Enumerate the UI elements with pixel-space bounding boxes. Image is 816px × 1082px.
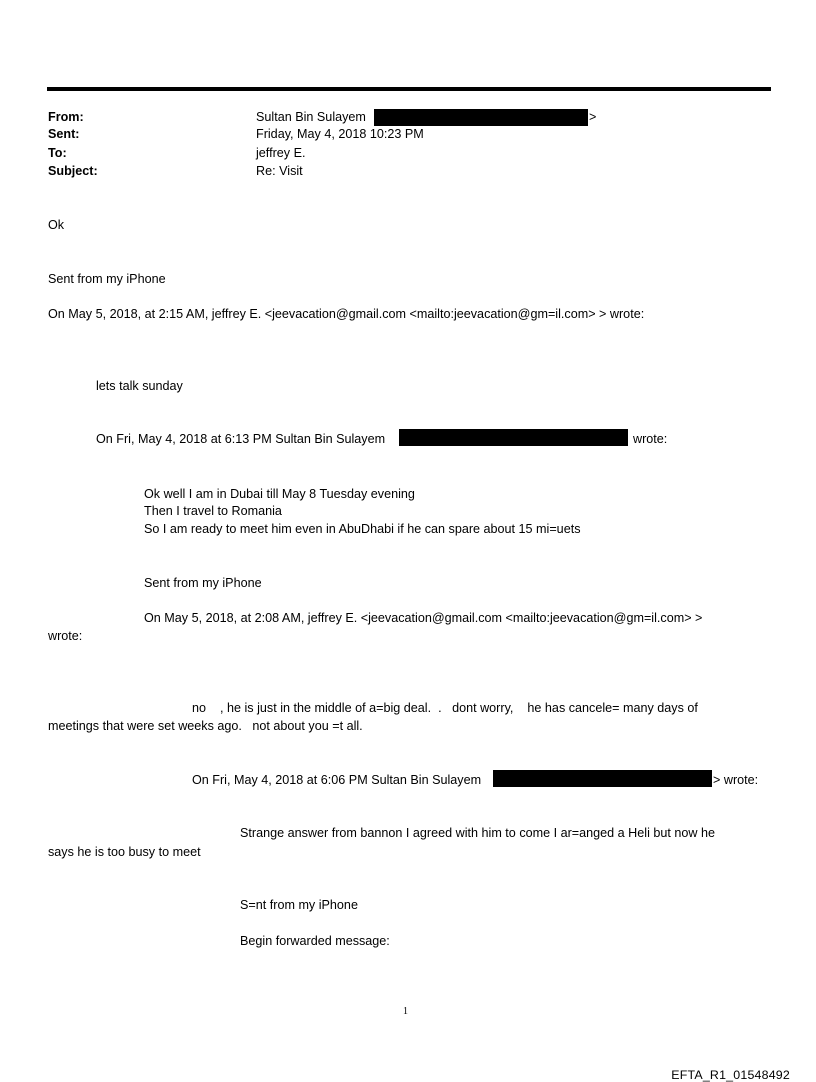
redaction-bar	[374, 109, 588, 126]
quote-header: wrote:	[48, 629, 83, 643]
redaction-bar	[399, 429, 628, 446]
page-number: 1	[403, 1006, 408, 1017]
signature: S=nt from my iPhone	[240, 898, 358, 912]
quote-header: On Fri, May 4, 2018 at 6:06 PM Sultan Bin Sulayem	[192, 773, 482, 787]
quote-header-suffix: wrote:	[633, 432, 668, 446]
quote-line: says he is too busy to meet	[48, 845, 201, 859]
subject-value: Re: Visit	[256, 164, 303, 178]
quote-header-suffix: > wrote:	[713, 773, 759, 787]
quote-line: Then I travel to Romania	[144, 504, 282, 518]
quote-line: Strange answer from bannon I agreed with him to come I ar=anged a Heli but now he	[240, 826, 715, 840]
quote-line: no , he is just in the middle of a=big deal. . dont worry, he has cancele= many days of	[192, 701, 698, 715]
quote-line: Ok well I am in Dubai till May 8 Tuesday evening	[144, 487, 415, 501]
quote-text: lets talk sunday	[96, 379, 183, 393]
to-label: To:	[48, 146, 67, 160]
reply-text: Ok	[48, 218, 65, 232]
header-rule	[47, 87, 771, 91]
quote-header: On May 5, 2018, at 2:08 AM, jeffrey E. <jeevacation@gmail.com <mailto:jeevacation@gm=il.com> >	[144, 611, 703, 625]
quote-line: meetings that were set weeks ago. not about you =t all.	[48, 719, 363, 733]
to-value: jeffrey E.	[256, 146, 306, 160]
subject-label: Subject:	[48, 164, 98, 178]
from-label: From:	[48, 110, 84, 124]
quote-header: On Fri, May 4, 2018 at 6:13 PM Sultan Bin Sulayem	[96, 432, 386, 446]
signature: Sent from my iPhone	[144, 576, 262, 590]
from-suffix: >	[589, 110, 597, 124]
quote-header: On May 5, 2018, at 2:15 AM, jeffrey E. <jeevacation@gmail.com <mailto:jeevacation@gm=il.com> > wrote:	[48, 307, 645, 321]
document-id: EFTA_R1_01548492	[671, 1068, 790, 1082]
signature: Sent from my iPhone	[48, 272, 166, 286]
sent-label: Sent:	[48, 127, 80, 141]
sent-value: Friday, May 4, 2018 10:23 PM	[256, 127, 424, 141]
forwarded-label: Begin forwarded message:	[240, 934, 390, 948]
from-value: Sultan Bin Sulayem	[256, 110, 366, 124]
quote-line: So I am ready to meet him even in AbuDhabi if he can spare about 15 mi=uets	[144, 522, 581, 536]
redaction-bar	[493, 770, 712, 787]
